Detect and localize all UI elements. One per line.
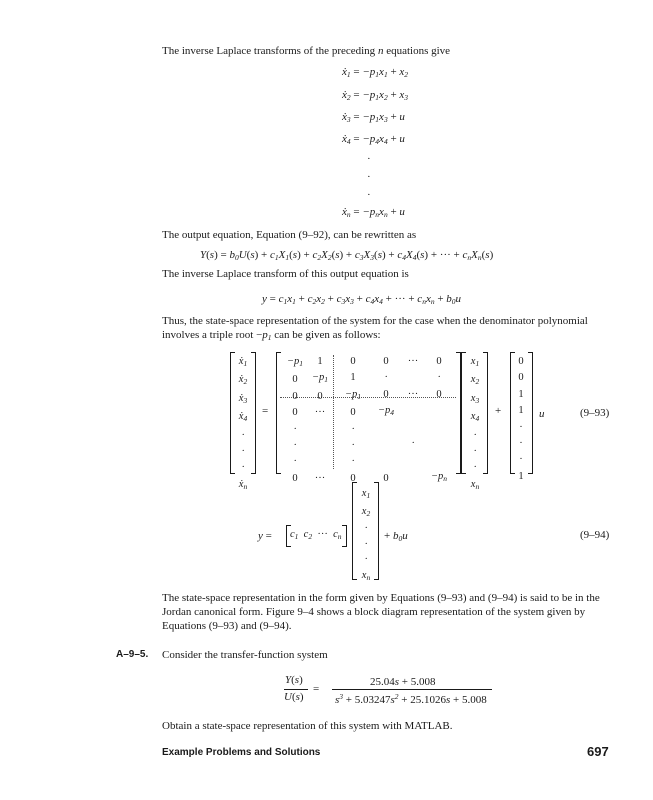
u-input: u — [539, 408, 545, 420]
tf-numerator: 25.04s + 5.008 — [370, 676, 436, 688]
y-label: y = — [258, 530, 272, 542]
thus-paragraph: Thus, the state-space representation of the system for the case when the denominator polynomial involves a triple root $-p_1$ can be given as follows: — [162, 315, 588, 342]
output-intro: The output equation, Equation (9–92), can be rewritten as — [162, 229, 417, 241]
c-row-bracket-right — [342, 525, 347, 547]
tf-lhs-num: Y(s) — [285, 674, 303, 686]
tf-denominator: $s^3 + 5.03247s^2 + 25.1026s + 5.008$ — [335, 692, 487, 706]
intro-text: The inverse Laplace transforms of the preceding n equations give — [162, 45, 451, 57]
page-number: 697 — [587, 744, 609, 759]
x-vector-output: $x_1$ $x_2$ · · · $x_n$ — [361, 488, 371, 582]
problem-text: Consider the transfer-function system — [162, 649, 328, 661]
vdots: · · · — [367, 153, 371, 201]
tf-lhs-den: U(s) — [284, 691, 304, 703]
a-col-3: 0 1 $-p_1$ 0 · · · 0 — [344, 356, 362, 484]
tf-equals: = — [313, 683, 320, 695]
b-vector: 0 0 1 1 · · · 1 — [518, 356, 524, 482]
eq-number-94: (9–94) — [580, 529, 610, 541]
y-equation: $y = c_1x_1 + c_2x_2 + c_3x_3 + c_4x_4$ + ··· + $c_nx_n + b_0u$ — [262, 293, 462, 306]
eq-number-93: (9–93) — [580, 407, 610, 419]
x-vector: $x_1$ $x_2$ $x_3$ $x_4$ · · · $x_n$ — [470, 356, 480, 491]
a-col-5: ··· ··· · — [407, 356, 419, 450]
a-col-2: 1 $-p_1$ 0 ··· ··· — [311, 356, 329, 484]
a-col-1: $-p_1$ 0 0 0 · · · 0 — [286, 356, 304, 484]
output-equation: $Y(s) = b_0U(s) + c_1X_1(s) + c_2X_2(s) + c_3X_3(s) + c_4X_4(s)$ + ··· + $c_nX_n(s)$ — [200, 249, 494, 262]
c-row: $c_1$ $c_2$ ··· $c_n$ — [290, 529, 342, 541]
state-eq-1: ẋ$_1$ = $-p_1x_1 + x_2$ — [342, 66, 409, 79]
xdot-vector: ẋ$_1$ ẋ$_2$ ẋ$_3$ ẋ$_4$ · · · ẋ$_n$ — [238, 356, 248, 491]
a-col-6: 0 · 0 $-p_n$ — [430, 356, 448, 483]
matlab-text: Obtain a state-space representation of this system with MATLAB. — [162, 720, 453, 732]
state-eq-4: ẋ$_4$ = $-p_4x_4 + u$ — [342, 133, 405, 146]
state-eq-n: ẋ$_n$ = $-p_nx_n + u$ — [342, 206, 405, 219]
plus-sign: + — [495, 405, 502, 417]
state-eq-3: ẋ$_3$ = $-p_1x_3 + u$ — [342, 111, 405, 124]
tf-lhs-line — [284, 689, 308, 690]
state-eq-2: ẋ$_2$ = $-p_1x_2 + x_3$ — [342, 89, 409, 102]
equals-sign: = — [262, 405, 269, 417]
plus-b0u: + $b_0u$ — [384, 530, 408, 543]
a-matrix-bracket-left — [276, 352, 281, 474]
a-col-4: 0 · 0 $-p_4$ 0 — [377, 356, 395, 484]
footer-left: Example Problems and Solutions — [162, 747, 321, 758]
problem-label: A–9–5. — [116, 649, 149, 660]
tf-rhs-line — [332, 689, 492, 690]
jordan-paragraph: The state-space representation in the form given by Equations (9–93) and (9–94) is said to be in the Jordan canonical form. Figure 9–4 shows a block diagram representation of the system given by Equations (9–93) and (9–94). — [162, 592, 600, 632]
inverse-intro: The inverse Laplace transform of this output equation is — [162, 268, 409, 280]
